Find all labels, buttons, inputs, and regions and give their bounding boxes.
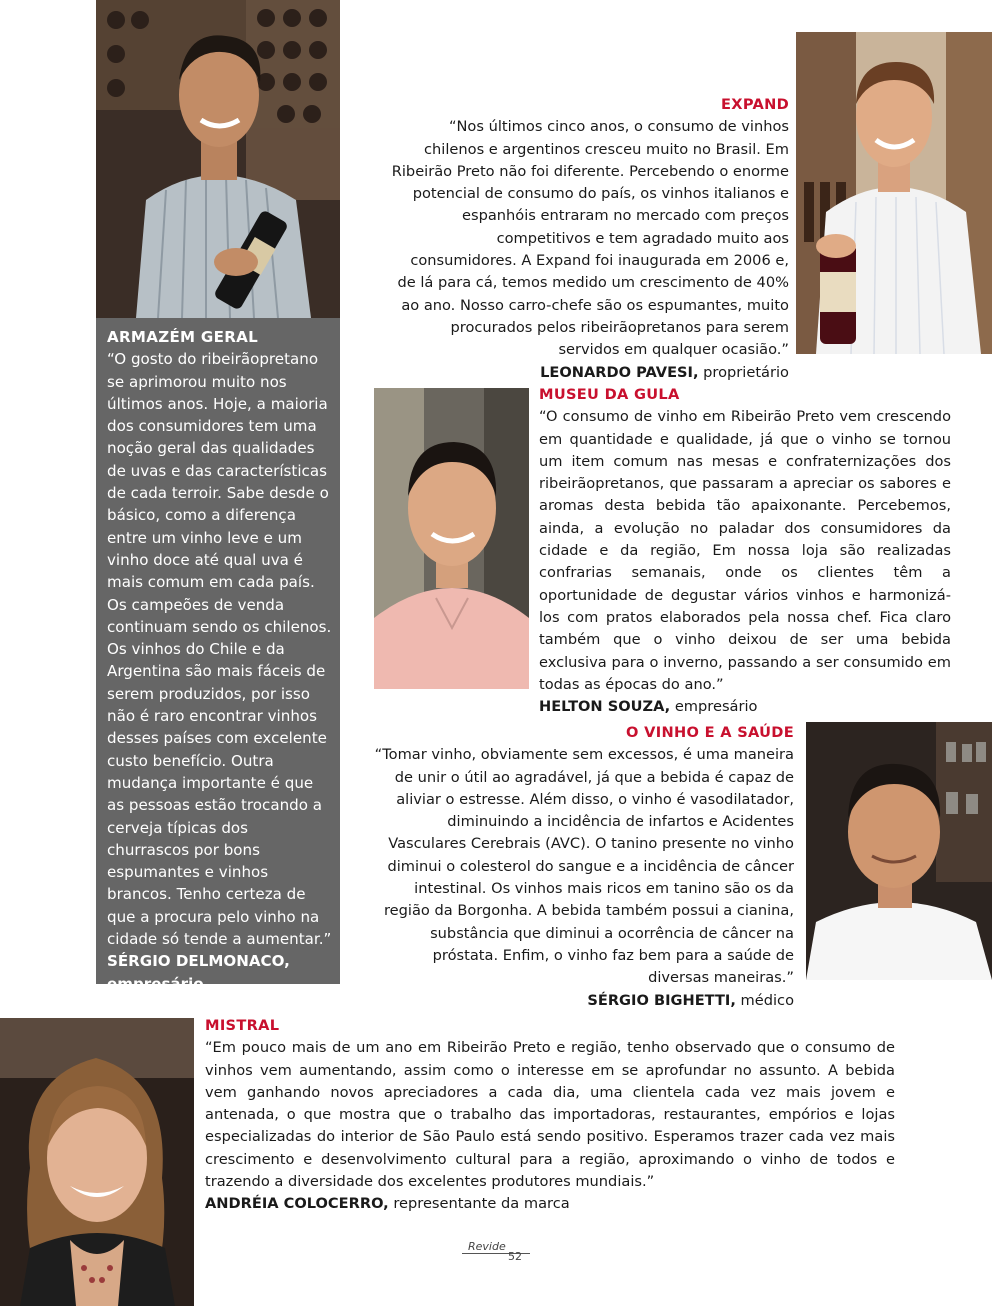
armazem-geral-panel xyxy=(96,318,340,993)
expand-signature-role: proprietário xyxy=(698,363,789,381)
museu-signature-name: HELTON SOUZA, xyxy=(539,698,671,716)
expand-quote: “Nos últimos cinco anos, o consumo de vinhos chilenos e argentinos cresceu muito no Brasil. Em Ribeirão Preto não foi diferente. Percebendo o enorme potencial de consumo do país, os vinhos italianos e espanhóis entraram no mercado com preços competitivos e tem agradado muito aos consumidores. A Expand foi inaugurada em 2006 e, de lá para cá, temos medido um crescimento de 40% ao ano. Nosso carro-chefe são os espumantes, muito procurados pelos ribeirãopretanos para serem servidos em qualquer ocasião.” xyxy=(391,118,789,359)
mistral-signature xyxy=(205,1193,895,1215)
armazem-heading: ARMAZÉM GERAL xyxy=(107,328,259,346)
armazem-quote: “O gosto do ribeirãopretano se aprimorou muito nos últimos anos. Hoje, a maioria dos consumidores tem uma noção geral das qualidades de uvas e das características de cada terroir. Sabe desde o básico, como a diferença entre um vinho leve e um vinho doce até qual uva é mais comum em cada país. Os campeões de venda continuam sendo os chilenos. Os vinhos do Chile e da Argentina são mais fáceis de serem produzidos, por isso não é raro encontrar vinhos desses países com excelente custo benefício. Outra mudança importante é que as pessoas estão trocando a cerveja típicas dos churrascos por bons espumantes e vinhos brancos. Tenho certeza de que a procura pelo vinho na cidade só tende a aumentar.” xyxy=(107,350,332,949)
expand-block xyxy=(368,94,789,384)
museu-signature-role: empresário xyxy=(670,698,758,716)
mistral-signature-role: representante da marca xyxy=(388,1195,570,1213)
armazem-signature-name: SÉRGIO DELMONACO, xyxy=(107,952,290,971)
photo-sergio-delmonaco xyxy=(96,0,340,318)
saude-signature xyxy=(370,990,794,1012)
photo-leonardo-pavesi xyxy=(796,32,992,354)
page-number: 52 xyxy=(508,1250,522,1263)
mistral-block xyxy=(205,1015,895,1216)
saude-signature-name: SÉRGIO BIGHETTI, xyxy=(587,991,736,1009)
museu-quote: “O consumo de vinho em Ribeirão Preto vem crescendo em quantidade e qualidade, já que o vinho se tornou um item comum nas mesas e confraternizações dos ribeirãopretanos, que passaram a apreciar os sabores e aromas desta bebida tão apaixonante. Percebemos, ainda, a evolução no paladar dos consumidores da cidade e da região, Em nossa loja são realizadas confrarias semanais, onde os clientes têm a oportunidade de degustar vários vinhos e harmonizá-los com pratos elaborados pela nossa chef. Fica claro também que o vinho deixou de ser uma bebida exclusiva para o inverno, passando a ser consumido em todas as épocas do ano.” xyxy=(539,408,951,693)
photo-sergio-bighetti xyxy=(806,722,992,980)
saude-quote: “Tomar vinho, obviamente sem excessos, é uma maneira de unir o útil ao agradável, já que a bebida é capaz de aliviar o estresse. Além disso, o vinho é vasodilatador, diminuindo a incidência de infartos e Acidentes Vasculares Cerebrais (AVC). O tanino presente no vinho diminui o colesterol do sangue e a incidência de câncer intestinal. Os vinhos mais ricos em tanino são os da região da Borgonha. A bebida também possui a cianina, substância que diminui a ocorrência de câncer na próstata. Enfim, o vinho faz bem para a saúde de diversas maneiras.” xyxy=(374,746,794,987)
museu-heading: MUSEU DA GULA xyxy=(539,386,680,403)
saude-signature-role: médico xyxy=(735,991,794,1009)
saude-heading: O VINHO E A SAÚDE xyxy=(626,724,794,741)
saude-block xyxy=(370,722,794,1012)
museu-signature xyxy=(539,696,951,718)
magazine-brand: Revide xyxy=(468,1240,506,1253)
museu-block xyxy=(539,384,951,718)
expand-heading: EXPAND xyxy=(721,96,789,113)
armazem-signature-role: empresário xyxy=(107,974,204,993)
page-footer xyxy=(462,1240,532,1266)
photo-helton-souza xyxy=(374,388,529,689)
mistral-heading: MISTRAL xyxy=(205,1017,280,1034)
mistral-signature-name: ANDRÉIA COLOCERRO, xyxy=(205,1195,389,1213)
photo-andreia-colocerro xyxy=(0,1018,194,1306)
mistral-quote: “Em pouco mais de um ano em Ribeirão Preto e região, tenho observado que o consumo de vinhos vem aumentando, assim como o interesse em se aprofundar no assunto. A bebida vem ganhando novos apreciadores a cada dia, uma clientela cada vez mais jovem e antenada, o que mostra que o trabalho das importadoras, restaurantes, empórios e lojas especializadas do interior de São Paulo está sendo positivo. Esperamos trazer cada vez mais crescimento e desenvolvimento cultural para a região, aproximando o vinho de todos e trazendo a diversidade dos excelentes produtores mundiais.” xyxy=(205,1039,895,1191)
expand-signature-name: LEONARDO PAVESI, xyxy=(540,363,699,381)
expand-signature xyxy=(368,362,789,384)
